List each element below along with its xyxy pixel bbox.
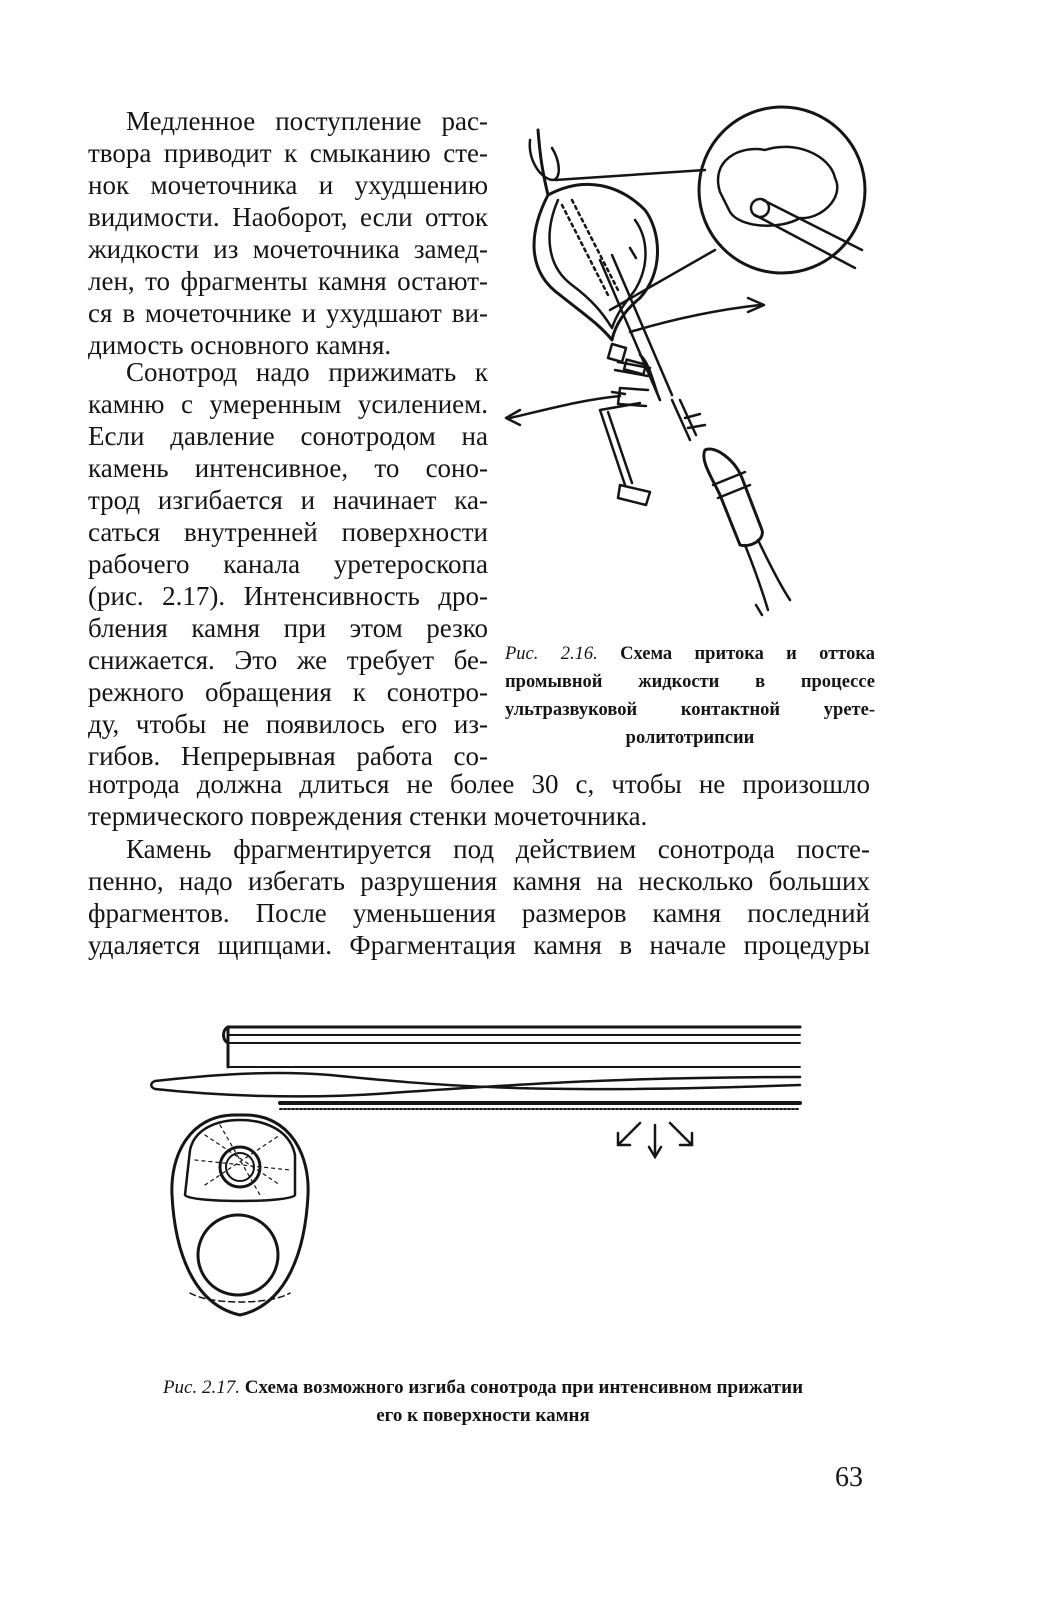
figure-2-16-illustration [500,100,890,620]
text-line: твора приводит к смыканию сте- [88,138,488,168]
page-number: 63 [835,1462,863,1493]
text-line: нок мочеточника и ухудшению [88,170,488,200]
figure-2-16-caption [505,640,875,752]
text-line: снижается. Это же требует бе- [88,645,488,675]
figure-label: Рис. 2.16. [505,644,598,664]
caption-line: промывной жидкости в процессе [505,672,875,692]
caption-text: Схема притока и оттока [620,644,875,664]
text-line: лен, то фрагменты камня остают- [88,266,488,296]
caption-text: Схема возможного изгиба сонотрода при интенсивном прижатии [244,1377,804,1398]
caption-line: его к поверхности камня [376,1405,590,1426]
figure-label: Рис. 2.17. [162,1377,240,1398]
text-line: удаляется щипцами. Фрагментация камня в начале процедуры [88,930,870,960]
text-line: режного обращения к сонотро- [88,677,488,707]
text-line: камню с умеренным усилением. [88,389,488,419]
text-line: пенно, надо избегать разрушения камня на несколько больших [88,866,870,896]
figure-2-17-illustration [150,1015,830,1345]
text-line: фрагментов. После уменьшения размеров камня последний [88,898,870,928]
caption-line: ультразвуковой контактной урете- [505,700,875,720]
text-line: жидкости из мочеточника замед- [88,234,488,264]
figure-2-17-caption [88,1374,878,1430]
text-line: ду, чтобы не появилось его из- [88,709,488,739]
text-line: трод изгибается и начинает ка- [88,485,488,515]
caption-line [88,1374,878,1402]
text-line: камень интенсивное, то соно- [88,453,488,483]
text-line: Если давление сонотродом на [88,421,488,451]
caption-line [505,640,875,668]
text-line: Медленное поступление рас- [126,106,488,136]
text-line: видимости. Наоборот, если отток [88,202,488,232]
text-line: димость основного камня. [88,330,392,360]
text-line: саться внутренней поверхности [88,517,488,547]
text-line: Сонотрод надо прижимать к [126,357,488,387]
text-line: Камень фрагментируется под действием сонотрода посте- [126,834,870,864]
text-line: гибов. Непрерывная работа со- [88,741,488,771]
text-line: ся в мочеточнике и ухудшают ви- [88,298,488,328]
text-line: термического повреждения стенки мочеточника. [88,801,648,831]
text-line: рабочего канала уретероскопа [88,549,488,579]
text-line: бления камня при этом резко [88,613,488,643]
text-line: нотрода должна длиться не более 30 с, чтобы не произошло [88,769,870,799]
caption-line: ролитотрипсии [625,728,755,748]
text-line: (рис. 2.17). Интенсивность дро- [88,581,488,611]
